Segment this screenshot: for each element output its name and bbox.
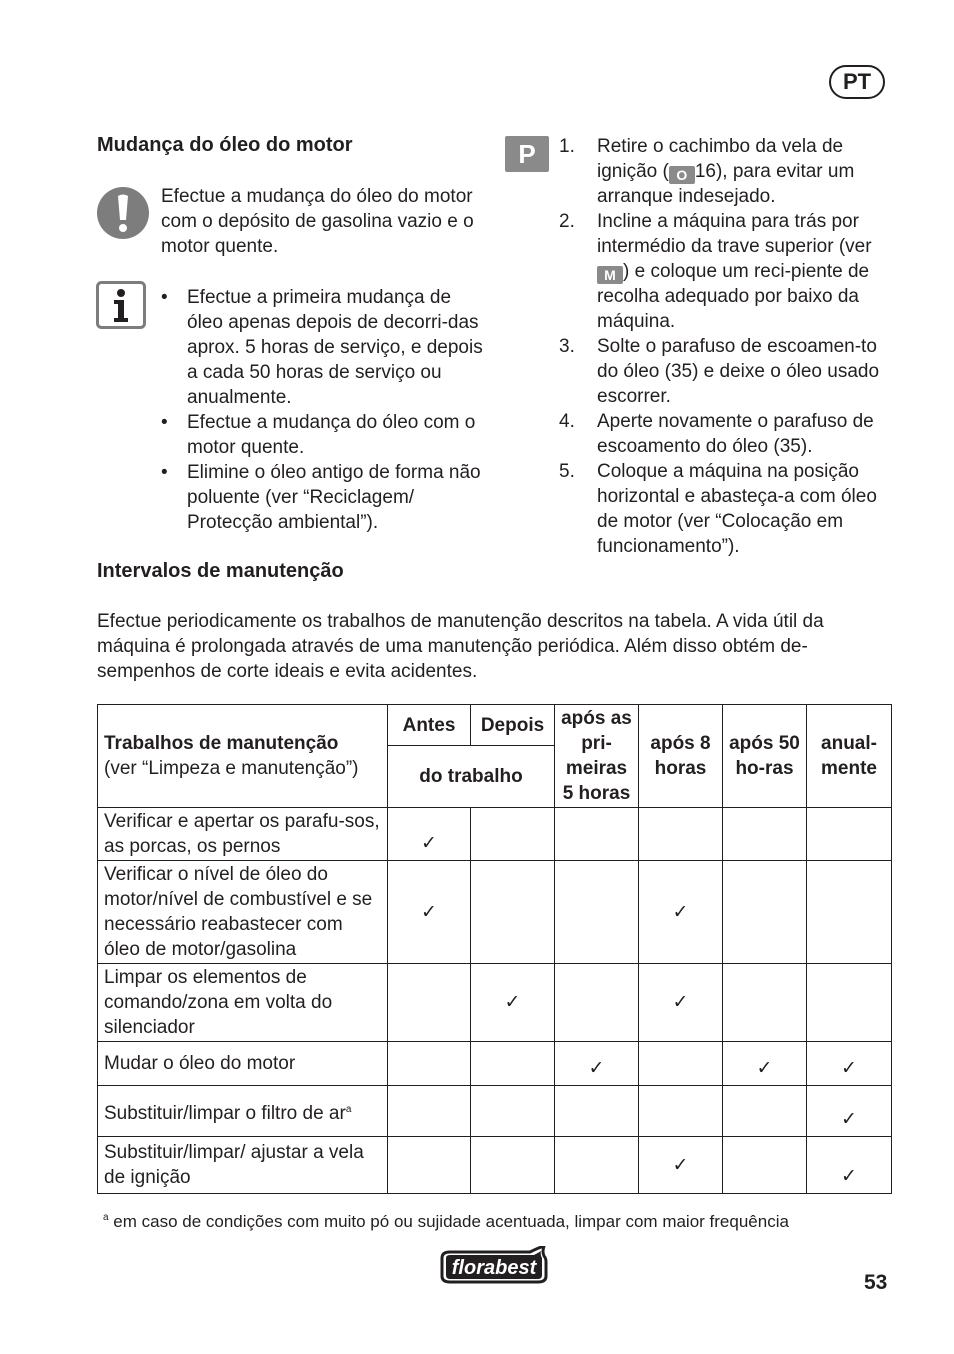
check-cell [807,1137,892,1194]
procedure-step [559,409,891,459]
section-title-oil-change: Mudança do óleo do motor [97,134,353,156]
info-bullet-list [161,285,491,535]
check-cell [471,808,555,861]
check-cell [471,964,555,1042]
table-header-after-first-5h: após as pri-meiras 5 horas [555,705,639,808]
step-text: Solte o parafuso de escoamen-to do óleo (35) e deixe o óleo usado escorrer. [597,336,880,407]
florabest-logo [438,1246,550,1286]
table-row [98,1042,892,1086]
procedure-step-list [559,134,891,559]
procedure-step [559,334,891,409]
page-number: 53 [864,1271,888,1294]
checkmark-icon: ✓ [421,901,437,923]
check-cell [723,964,807,1042]
table-footnote [103,1205,789,1234]
check-cell [723,861,807,964]
table-header-tasks [98,705,388,808]
table-row [98,861,892,964]
figure-o-icon: O [669,166,695,184]
warning-text: Efectue a mudança do óleo do motor com o depósito de gasolina vazio e o motor quente. [161,186,474,257]
checkmark-icon: ✓ [672,901,689,923]
checkmark-icon: ✓ [421,833,437,854]
check-cell [388,1086,471,1137]
step-text: ) e coloque um reci-piente de recolha adequado por baixo da máquina. [597,261,870,332]
check-cell [807,861,892,964]
step-text: Retire o cachimbo da vela de ignição ( [597,136,844,182]
table-header-tasks-title: Trabalhos de manutenção [104,733,339,754]
warning-exclamation-icon [96,186,150,240]
check-cell [555,861,639,964]
task-cell: Limpar os elementos de comando/zona em volta do silenciador [98,964,388,1042]
check-cell [555,1137,639,1194]
table-header-after-50h: após 50 ho-ras [723,705,807,808]
checkmark-icon: ✓ [841,1109,857,1130]
check-cell [388,964,471,1042]
task-cell: Substituir/limpar/ ajustar a vela de ignição [98,1137,388,1194]
footnote-text: em caso de condições com muito pó ou sujidade acentuada, limpar com maior frequência [113,1212,789,1231]
step-number: 4. [559,411,575,432]
footnote-marker: a [103,1212,109,1223]
info-bullet-item: • Efectue a mudança do óleo com o motor quente. [161,410,491,460]
check-cell [388,808,471,861]
check-cell [723,1042,807,1086]
table-header-after-8h: após 8 horas [639,705,723,808]
footnote-marker: a [345,1103,352,1115]
table-header-depois: Depois [471,705,555,746]
check-cell [471,861,555,964]
checkmark-icon: ✓ [588,1058,605,1079]
check-cell [807,1086,892,1137]
check-cell [555,1086,639,1137]
table-row [98,964,892,1042]
step-text: Aperte novamente o parafuso de escoamento do óleo (35). [597,411,874,457]
procedure-p-icon: P [505,136,549,172]
table-row [98,1137,892,1194]
procedure-step [559,209,891,334]
check-cell [639,861,723,964]
maintenance-table [97,704,892,1194]
task-cell [98,1086,388,1137]
task-text: Substituir/limpar o filtro de ar [104,1102,346,1124]
figure-m-icon: M [597,266,623,284]
check-cell [639,808,723,861]
maintenance-intro-paragraph: Efectue periodicamente os trabalhos de manutenção descritos na tabela. A vida útil da máquina é prolongada através de uma manutenção periódica. Além disso obtém de-sempenhos de corte ideais e evita acidentes. [97,611,824,682]
check-cell [555,964,639,1042]
step-text: Incline a máquina para trás por intermédio da trave superior (ver [597,211,872,257]
procedure-step [559,459,891,559]
info-bullet-item: • Elimine o óleo antigo de forma não poluente (ver “Reciclagem/ Protecção ambiental”). [161,460,491,535]
task-cell: Verificar e apertar os parafu-sos, as porcas, os pernos [98,808,388,861]
check-cell [471,1137,555,1194]
check-cell [807,964,892,1042]
step-text: 16), para evitar um arranque indesejado. [597,161,855,207]
check-cell [639,1086,723,1137]
logo-wordmark: florabest [451,1257,537,1279]
check-cell [723,1086,807,1137]
table-header-of-work: do trabalho [388,746,555,808]
info-bullet-item: • Efectue a primeira mudança de óleo apenas depois de decorri-das aprox. 5 horas de serviço, e depois a cada 50 horas de serviço ou anualmente. [161,285,491,410]
check-cell [723,1137,807,1194]
table-row [98,1086,892,1137]
table-header-tasks-reference: (ver “Limpeza e manutenção”) [104,758,359,779]
checkmark-icon: ✓ [841,1058,857,1079]
task-cell: Mudar o óleo do motor [98,1042,388,1086]
check-cell [555,808,639,861]
procedure-step [559,134,891,209]
check-cell [723,808,807,861]
checkmark-icon: ✓ [756,1058,773,1079]
check-cell [807,1042,892,1086]
check-cell [471,1042,555,1086]
check-cell [388,1042,471,1086]
language-badge: PT [829,65,885,99]
info-icon [96,281,146,329]
check-cell [639,964,723,1042]
step-number: 5. [559,461,575,482]
check-cell [388,861,471,964]
check-cell [388,1137,471,1194]
table-header-antes: Antes [388,705,471,746]
checkmark-icon: ✓ [672,992,689,1013]
checkmark-icon: ✓ [841,1166,857,1187]
step-number: 3. [559,336,575,357]
checkmark-icon: ✓ [672,1154,689,1176]
check-cell [639,1042,723,1086]
table-row [98,808,892,861]
check-cell [555,1042,639,1086]
step-text: Coloque a máquina na posição horizontal e abasteça-a com óleo de motor (ver “Colocação em funcionamento”). [597,461,877,557]
task-cell: Verificar o nível de óleo do motor/nível de combustível e se necessário reabastecer com óleo de motor/gasolina [98,861,388,964]
step-number: 1. [559,136,575,157]
checkmark-icon: ✓ [504,992,521,1013]
table-header-yearly: anual-mente [807,705,892,808]
section-title-maintenance-intervals: Intervalos de manutenção [97,560,344,582]
check-cell [471,1086,555,1137]
check-cell [639,1137,723,1194]
step-number: 2. [559,211,575,232]
check-cell [807,808,892,861]
